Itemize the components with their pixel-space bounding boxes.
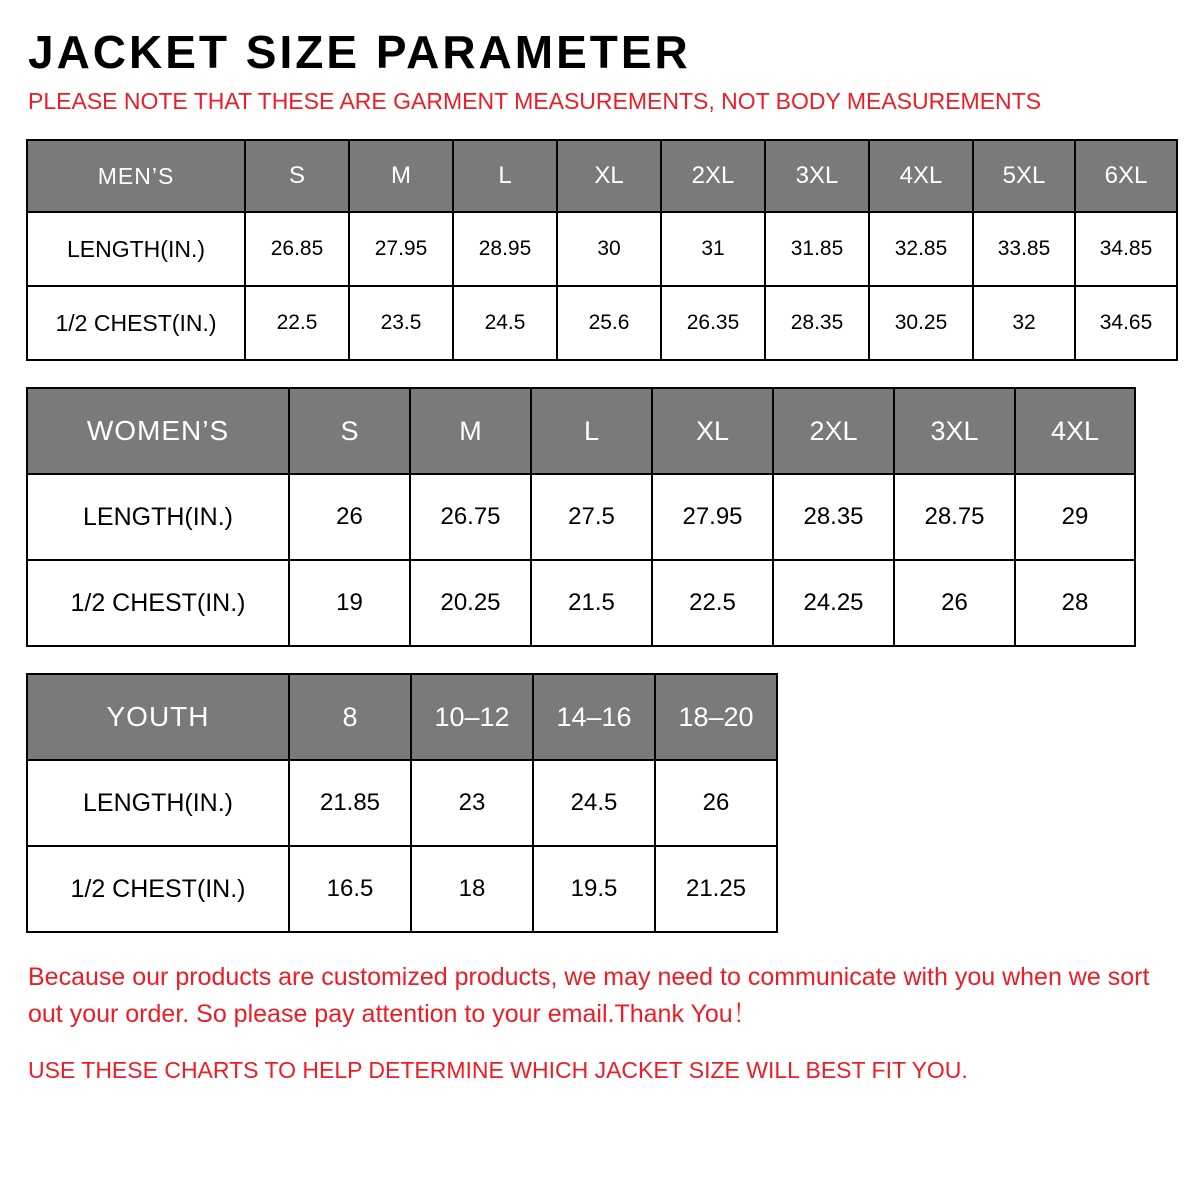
mens-size-xl: XL [557,140,661,212]
youth-size-table [26,673,778,933]
table-row [27,474,1135,560]
mens-length-xl: 30 [557,212,661,286]
youth-chest-10-12: 18 [411,846,533,932]
table-row [27,286,1177,360]
youth-length-10-12: 23 [411,760,533,846]
youth-header-label: YOUTH [27,674,289,760]
mens-size-table [26,139,1178,361]
youth-length-18-20: 26 [655,760,777,846]
table-row [27,846,777,932]
youth-chest-label: 1/2 CHEST(IN.) [27,846,289,932]
womens-header-label: WOMEN’S [27,388,289,474]
table-header-row [27,388,1135,474]
youth-chest-14-16: 19.5 [533,846,655,932]
youth-length-label: LENGTH(IN.) [27,760,289,846]
womens-chest-2xl: 24.25 [773,560,894,646]
garment-measurement-note: PLEASE NOTE THAT THESE ARE GARMENT MEASUREMENTS, NOT BODY MEASUREMENTS [28,88,1042,115]
mens-length-6xl: 34.85 [1075,212,1177,286]
mens-length-l: 28.95 [453,212,557,286]
mens-chest-6xl: 34.65 [1075,286,1177,360]
mens-chest-5xl: 32 [973,286,1075,360]
mens-size-6xl: 6XL [1075,140,1177,212]
womens-length-2xl: 28.35 [773,474,894,560]
page-title: JACKET SIZE PARAMETER [28,26,691,78]
womens-length-s: 26 [289,474,410,560]
mens-length-2xl: 31 [661,212,765,286]
womens-chest-xl: 22.5 [652,560,773,646]
youth-size-14-16: 14–16 [533,674,655,760]
youth-size-10-12: 10–12 [411,674,533,760]
womens-chest-3xl: 26 [894,560,1015,646]
table-header-row [27,140,1177,212]
chart-usage-note: USE THESE CHARTS TO HELP DETERMINE WHICH JACKET SIZE WILL BEST FIT YOU. [28,1056,968,1083]
womens-chest-m: 20.25 [410,560,531,646]
mens-length-m: 27.95 [349,212,453,286]
mens-length-5xl: 33.85 [973,212,1075,286]
mens-size-3xl: 3XL [765,140,869,212]
womens-size-s: S [289,388,410,474]
mens-chest-2xl: 26.35 [661,286,765,360]
youth-length-14-16: 24.5 [533,760,655,846]
womens-size-m: M [410,388,531,474]
womens-chest-s: 19 [289,560,410,646]
table-header-row [27,674,777,760]
mens-size-s: S [245,140,349,212]
womens-length-label: LENGTH(IN.) [27,474,289,560]
mens-chest-m: 23.5 [349,286,453,360]
mens-length-3xl: 31.85 [765,212,869,286]
womens-size-3xl: 3XL [894,388,1015,474]
youth-chest-18-20: 21.25 [655,846,777,932]
mens-size-2xl: 2XL [661,140,765,212]
mens-chest-l: 24.5 [453,286,557,360]
mens-size-4xl: 4XL [869,140,973,212]
mens-chest-xl: 25.6 [557,286,661,360]
table-row [27,560,1135,646]
table-row [27,760,777,846]
womens-size-l: L [531,388,652,474]
youth-size-8: 8 [289,674,411,760]
mens-chest-4xl: 30.25 [869,286,973,360]
mens-size-m: M [349,140,453,212]
table-row [27,212,1177,286]
mens-length-label: LENGTH(IN.) [27,212,245,286]
mens-chest-label: 1/2 CHEST(IN.) [27,286,245,360]
womens-chest-label: 1/2 CHEST(IN.) [27,560,289,646]
mens-chest-s: 22.5 [245,286,349,360]
youth-size-18-20: 18–20 [655,674,777,760]
womens-length-3xl: 28.75 [894,474,1015,560]
womens-chest-l: 21.5 [531,560,652,646]
womens-length-l: 27.5 [531,474,652,560]
womens-length-xl: 27.95 [652,474,773,560]
youth-length-8: 21.85 [289,760,411,846]
womens-size-2xl: 2XL [773,388,894,474]
womens-size-xl: XL [652,388,773,474]
mens-size-5xl: 5XL [973,140,1075,212]
mens-length-s: 26.85 [245,212,349,286]
youth-chest-8: 16.5 [289,846,411,932]
mens-header-label: MEN’S [27,140,245,212]
womens-size-table [26,387,1136,647]
mens-chest-3xl: 28.35 [765,286,869,360]
womens-size-4xl: 4XL [1015,388,1135,474]
mens-length-4xl: 32.85 [869,212,973,286]
mens-size-l: L [453,140,557,212]
womens-length-4xl: 29 [1015,474,1135,560]
womens-length-m: 26.75 [410,474,531,560]
womens-chest-4xl: 28 [1015,560,1135,646]
customization-note: Because our products are customized products, we may need to communicate with you when we sort out your order. So please pay attention to your email.Thank You！ [28,963,1150,1028]
